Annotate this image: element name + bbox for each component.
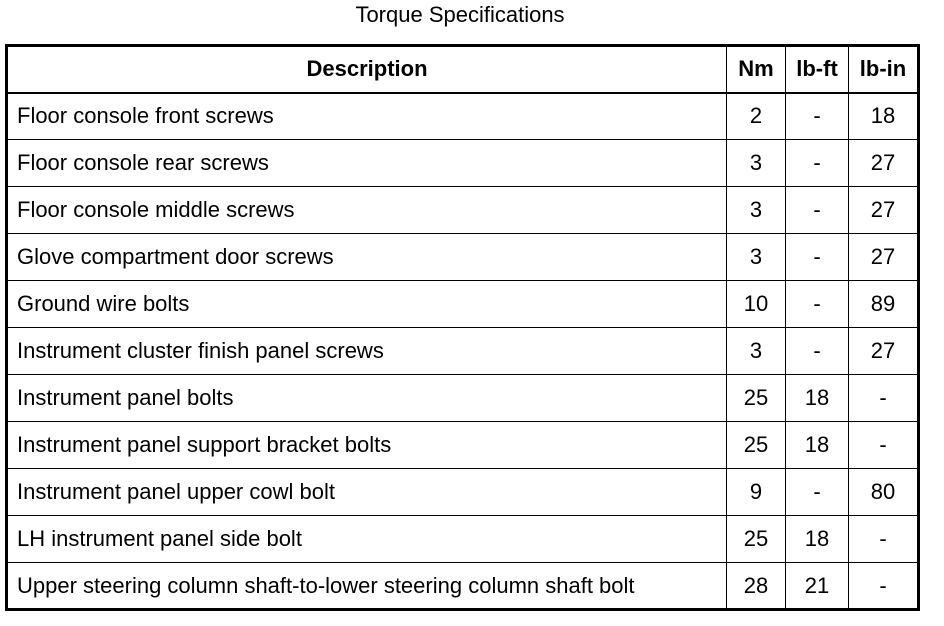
cell-lbin: 18 xyxy=(849,93,919,140)
cell-description: Ground wire bolts xyxy=(7,281,727,328)
header-lbin: lb-in xyxy=(849,46,919,93)
cell-lbft: - xyxy=(786,187,849,234)
cell-lbft: - xyxy=(786,93,849,140)
cell-nm: 3 xyxy=(727,328,786,375)
cell-lbin: 27 xyxy=(849,234,919,281)
torque-specifications-table xyxy=(5,44,920,611)
cell-lbin: - xyxy=(849,375,919,422)
cell-description: Floor console middle screws xyxy=(7,187,727,234)
table-row xyxy=(7,375,919,422)
cell-nm: 28 xyxy=(727,563,786,610)
cell-lbin: - xyxy=(849,422,919,469)
cell-lbft: - xyxy=(786,281,849,328)
header-lbft: lb-ft xyxy=(786,46,849,93)
table-row xyxy=(7,422,919,469)
cell-lbft: - xyxy=(786,328,849,375)
cell-lbin: 80 xyxy=(849,469,919,516)
cell-nm: 2 xyxy=(727,93,786,140)
cell-lbin: 27 xyxy=(849,187,919,234)
header-description: Description xyxy=(7,46,727,93)
table-title: Torque Specifications xyxy=(355,2,565,27)
cell-lbft: 18 xyxy=(786,516,849,563)
cell-description: Instrument panel support bracket bolts xyxy=(7,422,727,469)
table-row xyxy=(7,516,919,563)
table-row xyxy=(7,140,919,187)
cell-description: Instrument cluster finish panel screws xyxy=(7,328,727,375)
header-nm: Nm xyxy=(727,46,786,93)
cell-description: Instrument panel bolts xyxy=(7,375,727,422)
cell-nm: 25 xyxy=(727,516,786,563)
cell-lbin: 27 xyxy=(849,328,919,375)
cell-description: Floor console rear screws xyxy=(7,140,727,187)
cell-lbin: - xyxy=(849,563,919,610)
cell-nm: 25 xyxy=(727,422,786,469)
cell-lbft: - xyxy=(786,234,849,281)
cell-lbft: 21 xyxy=(786,563,849,610)
header-row xyxy=(7,46,919,93)
table-row xyxy=(7,187,919,234)
cell-nm: 9 xyxy=(727,469,786,516)
table-row xyxy=(7,234,919,281)
cell-lbin: 27 xyxy=(849,140,919,187)
cell-nm: 25 xyxy=(727,375,786,422)
cell-lbft: - xyxy=(786,140,849,187)
cell-nm: 3 xyxy=(727,140,786,187)
cell-lbin: - xyxy=(849,516,919,563)
cell-lbin: 89 xyxy=(849,281,919,328)
cell-description: Upper steering column shaft-to-lower steering column shaft bolt xyxy=(7,563,727,610)
table-row xyxy=(7,469,919,516)
cell-nm: 10 xyxy=(727,281,786,328)
cell-description: Instrument panel upper cowl bolt xyxy=(7,469,727,516)
cell-lbft: 18 xyxy=(786,422,849,469)
cell-description: LH instrument panel side bolt xyxy=(7,516,727,563)
table-row xyxy=(7,563,919,610)
cell-description: Floor console front screws xyxy=(7,93,727,140)
cell-lbft: - xyxy=(786,469,849,516)
cell-lbft: 18 xyxy=(786,375,849,422)
table-row xyxy=(7,281,919,328)
cell-nm: 3 xyxy=(727,234,786,281)
cell-description: Glove compartment door screws xyxy=(7,234,727,281)
table-row xyxy=(7,93,919,140)
cell-nm: 3 xyxy=(727,187,786,234)
table-row xyxy=(7,328,919,375)
